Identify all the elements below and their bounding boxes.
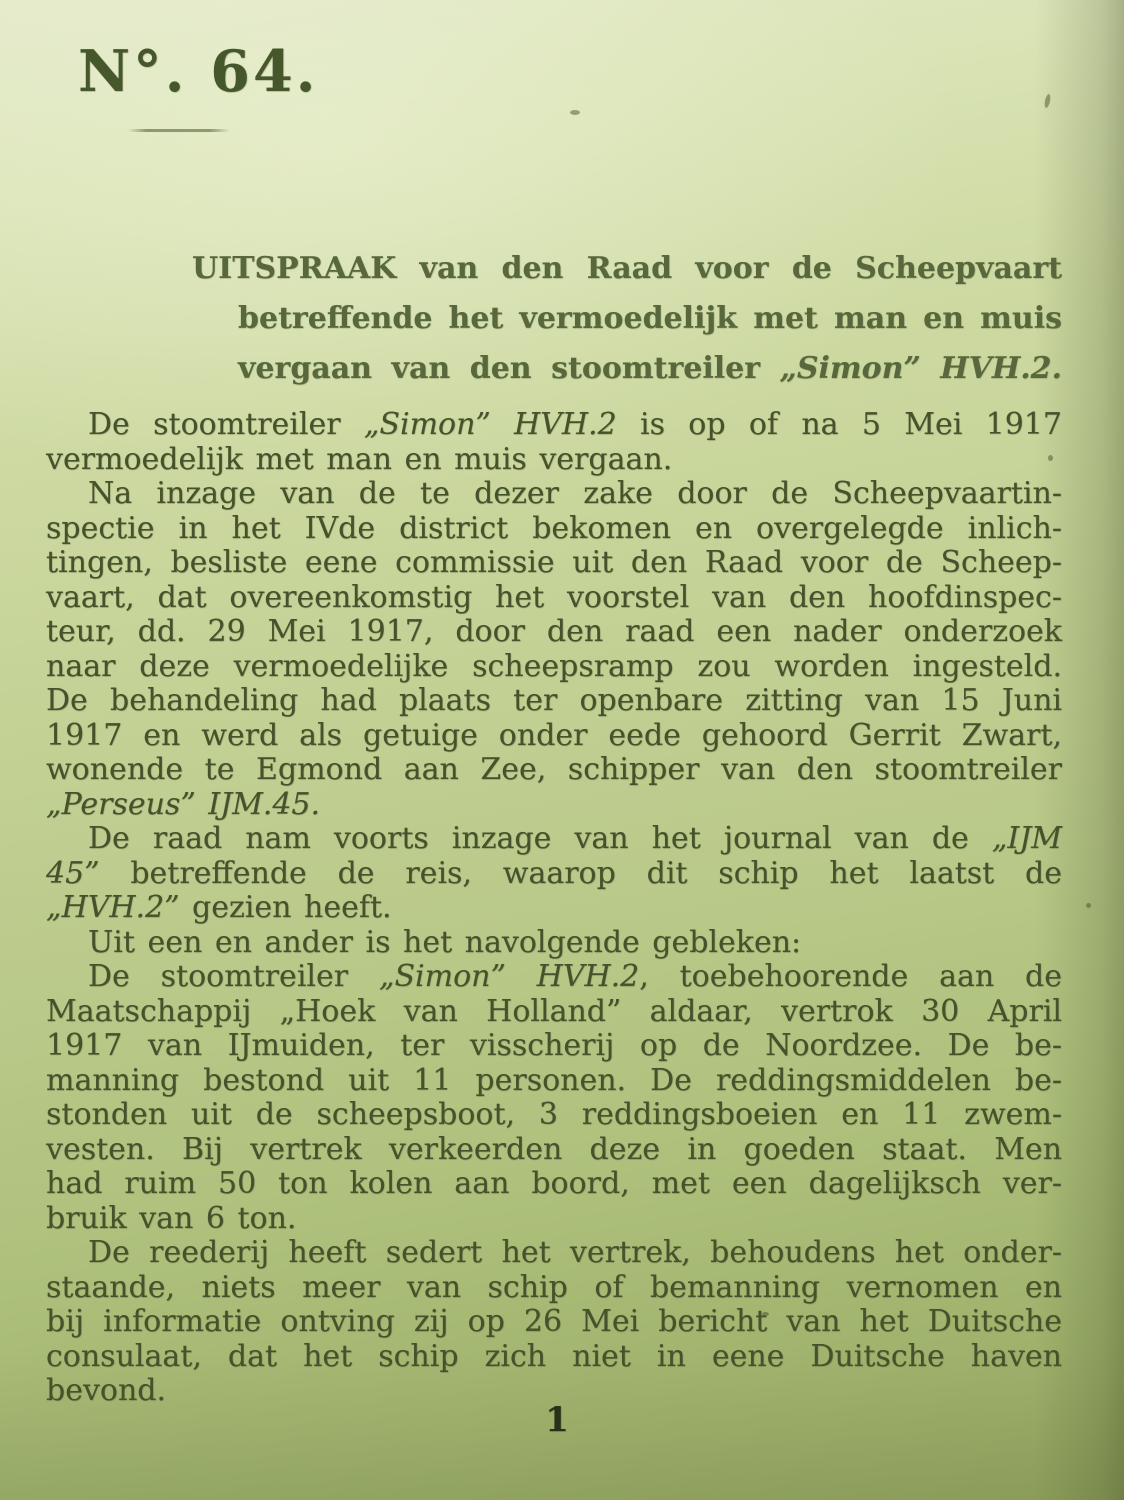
- paragraph: [46, 477, 1062, 822]
- text-line: 1917 en werd als getuige onder eede gehoord Gerrit Zwart,: [46, 717, 1062, 753]
- paper-speck: [570, 110, 580, 115]
- text-line: consulaat, dat het schip zich niet in eene Duitsche haven: [46, 1338, 1062, 1374]
- page-number: 1: [545, 1400, 569, 1440]
- page-content: [46, 0, 1062, 1409]
- text-line: De stoomtreiler „Simon” HVH.2 is op of na 5 Mei 1917: [88, 407, 1062, 442]
- text-line: „HVH.2” gezien heeft.: [46, 890, 392, 925]
- text-line: stonden uit de scheepsboot, 3 reddingsboeien en 11 zwem-: [46, 1097, 1062, 1132]
- text-line: wonende te Egmond aan Zee, schipper van den stoomtreiler: [46, 752, 1062, 787]
- text-line: spectie in het IVde district bekomen en overgelegde inlich-: [46, 510, 1062, 546]
- text-line: bij informatie ontving zij op 26 Mei bericht van het Duitsche: [46, 1304, 1062, 1339]
- paragraph: [46, 960, 1062, 1236]
- paragraph: [46, 408, 1062, 477]
- paper-speck: [1048, 455, 1053, 461]
- text-line: vaart, dat overeenkomstig het voorstel van den hoofdinspec-: [46, 579, 1062, 615]
- text-line: bruik van 6 ton.: [46, 1200, 297, 1236]
- heading-line: vergaan van den stoomtreiler „Simon” HVH.2.: [238, 351, 1062, 386]
- text-line: „Perseus” IJM.45.: [46, 786, 321, 822]
- paper-speck: [762, 1312, 769, 1316]
- heading-line: UITSPRAAK van den Raad voor de Scheepvaart: [192, 251, 1062, 286]
- paragraph: [46, 926, 1062, 961]
- paragraph: [46, 822, 1062, 926]
- text-line: had ruim 50 ton kolen aan boord, met een dagelijksch ver-: [46, 1166, 1062, 1201]
- text-line: naar deze vermoedelijke scheepsramp zou worden ingesteld.: [46, 648, 1062, 684]
- text-line: manning bestond uit 11 personen. De reddingsmiddelen be-: [46, 1062, 1062, 1098]
- text-line: vesten. Bij vertrek verkeerden deze in goeden staat. Men: [46, 1131, 1062, 1167]
- body-text: [46, 408, 1062, 1409]
- text-line: De reederij heeft sedert het vertrek, behoudens het onder-: [88, 1235, 1062, 1270]
- heading-line: betreffende het vermoedelijk met man en muis: [238, 301, 1062, 336]
- text-line: 45” betreffende de reis, waarop dit schip het laatst de: [46, 855, 1062, 891]
- text-line: De stoomtreiler „Simon” HVH.2, toebehoorende aan de: [88, 959, 1062, 994]
- text-line: De behandeling had plaats ter openbare zitting van 15 Juni: [46, 683, 1062, 718]
- text-line: teur, dd. 29 Mei 1917, door den raad een nader onderzoek: [46, 614, 1062, 649]
- document-number: N°. 64.: [78, 38, 319, 105]
- text-line: tingen, besliste eene commissie uit den Raad voor de Scheep-: [46, 545, 1062, 580]
- text-line: Na inzage van de te dezer zake door de Scheepvaartin-: [88, 476, 1062, 511]
- text-line: De raad nam voorts inzage van het journal van de „IJM: [88, 821, 1062, 856]
- paper-speck: [1086, 903, 1091, 908]
- text-line: bevond.: [46, 1373, 167, 1408]
- text-line: Uit een en ander is het navolgende gebleken:: [88, 924, 802, 960]
- text-line: vermoedelijk met man en muis vergaan.: [46, 441, 673, 477]
- text-line: Maatschappij „Hoek van Holland” aldaar, vertrok 30 April: [46, 993, 1062, 1029]
- text-line: 1917 van IJmuiden, ter visscherij op de Noordzee. De be-: [46, 1028, 1062, 1063]
- text-line: staande, niets meer van schip of bemanning vernomen en: [46, 1269, 1062, 1305]
- paragraph: [46, 1236, 1062, 1409]
- heading: [192, 244, 1062, 394]
